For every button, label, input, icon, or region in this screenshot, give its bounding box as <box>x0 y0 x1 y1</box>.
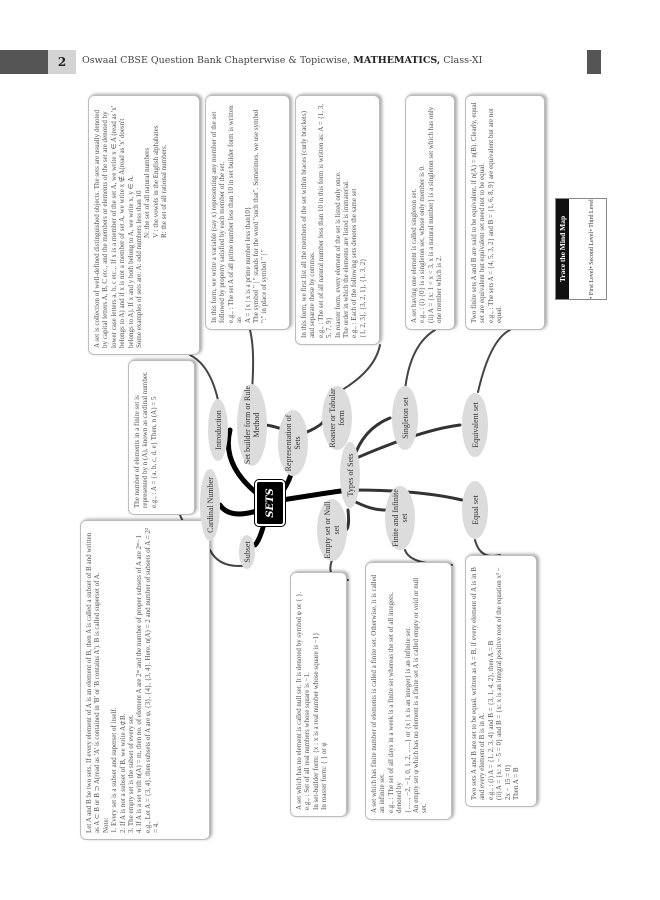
box-text-line: An empty set φ which has no element is a finite set A is called empty or void or null set. <box>412 577 429 813</box>
box-text-line: Note: <box>101 817 110 833</box>
box-text-line: In this form, we write a variable (say x) representing any member of the set followed by property satisfied by each member of the set. <box>210 111 227 323</box>
header-title-suffix: Class-XI <box>440 55 483 66</box>
box-text-line: e.g., : The set of all natural number less than 10 in this form is written as: A = {1, 3, 5, 7, 9} <box>316 103 334 338</box>
node-finite-infinite: Finite and Infinite set <box>385 486 415 550</box>
box-text-line: In set-builder form: {x : x is a real number whose square is −1} <box>311 632 320 810</box>
box-text-line: e.g., : Set of all real numbers whose square is −1. <box>303 672 312 810</box>
connector-singleton-box <box>405 330 435 390</box>
box-text-line: e.g., Let A = {3, 4}, then subsets of A are φ, {3}, {4}, {3, 4}. Here, n(A) = 2 and number of subsets of A = 2² = 4. <box>143 528 161 833</box>
box-text-line: Two sets A and B are set to be equal, written as A = B, if every element of A is in B and every element of B is in A. <box>470 567 487 800</box>
header-dark-block <box>0 50 48 74</box>
singleton-box <box>405 95 455 330</box>
box-text-line: In roaster form: { } or φ <box>320 742 329 810</box>
box-text-line: (ii) A = {x: x − 5 = 0} and B = {x: x is an integral positive root of the equation x² − 2x − 15 = 0} <box>495 567 512 800</box>
page-number: 2 <box>48 50 76 74</box>
box-text-line: V : the vowels in the English alphabates <box>151 125 160 238</box>
box-text-line: 4. If A is a set with n(A) = m, then no. of element A are 2ᵐ and the number of proper subsets of A are 2ᵐ−1 <box>135 535 144 833</box>
box-text-line: A set is collection of well-defined distinguished objects. The sets are usually denoted by capital letters A, B, C etc., and the members or elements of the set are denoted by lower case letters a, b, c etc.,. If x is a member of the set A, we write x ∈ A (read as 'x' belongs to A) and if x is not a member of set A, we write x ∉ A(read as 'x' doesn't belongs to A). If x and y both belong to A, we write x, y ∈ A. <box>93 105 135 348</box>
box-text-line: A set which has no element is called null set. It is denoted by symbol φ or { }. <box>295 591 303 810</box>
box-text-line: {1, 2, 3}, {3, 2, 1}, {1, 3, 2} <box>358 258 367 338</box>
header-title-bold: MATHEMATICS, <box>353 55 441 66</box>
box-text-line: A = {x | x is a prime number less than10} <box>243 206 252 323</box>
box-text-line: The symbol " | " stands for the word "such that". Sometimes, we use symbol ":" in place of symbol " | " <box>252 109 269 323</box>
box-text-line: e.g., : (i) A = {1, 2, 3, 4} and B = {3, 1, 4, 2}, then A = B <box>486 640 495 800</box>
box-text-line: The order in which the elements are listed is immaterial. <box>342 180 351 338</box>
box-text-line: e.g., : The set of all days in a week is a finite set whereas the set of all integers, denoted by <box>386 592 404 813</box>
node-singleton: Singleton set <box>392 386 418 450</box>
roaster-box <box>295 95 380 345</box>
connector-setbuilder-box <box>250 330 253 390</box>
box-text-line: Two finite sets A and B are said to be equivalent, if n(A) = n(B). Clearly, equal set are equivalent but equivalent set need not to be equal. <box>470 102 487 323</box>
introduction-box <box>88 95 200 355</box>
node-introduction: Introduction <box>208 399 228 461</box>
set-builder-box <box>205 95 290 330</box>
connector-types-finite <box>352 500 385 510</box>
node-equivalent: Equivalent set <box>462 393 488 457</box>
connector-equal-box <box>475 540 500 556</box>
header-right-block <box>587 50 601 74</box>
box-text-line: N: the set of all natural numbers <box>143 147 152 238</box>
box-text-line: R: the set of all rational numbers. <box>160 144 169 238</box>
box-text-line: e.g., : (i) {0} is a singleton set, whose only member is 0. <box>418 165 427 323</box>
box-text-line: Some examples of sets are: A: odd numbers less than 10 <box>135 190 144 348</box>
node-types-of-sets: Types of Sets <box>340 442 360 508</box>
box-text-line: 2. If A is not a subset of B, we write A⊄B. <box>118 713 127 833</box>
node-roaster: Roaster or Tabular form <box>322 386 352 450</box>
node-equal: Equal set <box>462 481 488 539</box>
legend-third-level: • Third Level <box>589 199 595 232</box>
legend-title: Trace the Mind Map <box>556 199 569 299</box>
mind-map-legend <box>555 198 607 300</box>
box-text-line: A set which has finite number of elements is called a finite set. Otherwise, it is called an infinite set. <box>370 574 387 813</box>
subset-box <box>80 520 210 840</box>
equal-set-box <box>465 555 537 807</box>
node-representation: Representation of Sets <box>278 410 308 476</box>
connector-roaster-box <box>342 345 380 390</box>
finite-set-box <box>365 562 452 820</box>
node-set-builder: Set builder form or Rule Method <box>237 384 267 466</box>
legend-second-level: • Second Level <box>589 231 595 269</box>
box-text-line: The number of elements in a finite set is represented by n (A), known as cardinal number. <box>133 371 150 508</box>
equivalent-box <box>465 95 545 330</box>
box-text-line: {......, −2, −1, 0, 1, 2, ......} or {x | x is an integer} is an infinite set. <box>403 626 412 813</box>
empty-set-box <box>290 572 347 817</box>
node-empty-set: Empty set or Null set <box>317 499 347 561</box>
box-text-line: In this form, we first list all the members of the set within braces (curly brackets) and separate these by commas. <box>300 110 317 338</box>
node-subset: Subset <box>239 535 255 569</box>
box-text-line: e.g., : A = {a, b, c, d, e} Then, n (A) = 5 <box>149 396 158 508</box>
connector-root-cardinal <box>220 505 260 514</box>
header-title-prefix: Oswaal CBSE Question Bank Chapterwise & Topicwise, <box>82 55 354 66</box>
box-text-line: (ii) A = {x: 1 < x < 3, x is a natural number} is a singleton set which has only one member which is 2. <box>426 106 444 323</box>
running-header <box>82 55 482 66</box>
box-text-line: e.g., : The set A of all prime number less than 10 in set builder form is written as <box>226 105 244 323</box>
box-text-line: Then A = B <box>512 767 521 800</box>
box-text-line: 1. Every set is a subset and superset of itself. <box>110 707 119 833</box>
box-text-line: 3. The empty set is the subset of every set. <box>127 714 136 833</box>
box-text-line: e.g., : Each of the following sets denotes the same set <box>350 188 359 338</box>
cardinal-box <box>128 360 195 515</box>
legend-first-level: • First Level <box>589 268 595 299</box>
box-text-line: In roaster form, every element of the set is listed only once. <box>333 171 342 338</box>
box-text-line: e.g., : The sets A = {4, 5, 3, 2} and B = {1, 6, 8, 9} are equivalent but are not equal. <box>486 108 504 323</box>
mind-map <box>80 85 620 870</box>
connector-equivalent-box <box>478 330 510 392</box>
box-text-line: A set having one element is called singleton set. <box>410 188 418 323</box>
root-node-sets: SETS <box>255 480 285 526</box>
box-text-line: Let A and B be two sets. If every element of A is an element of B, then A is called a subset of B and written as A ⊂ B or B ⊃ A(read as 'A' is contained in 'B' or 'B contains A'). B is called superset of A. <box>85 532 102 833</box>
node-cardinal-number: Cardinal Number <box>200 469 220 541</box>
